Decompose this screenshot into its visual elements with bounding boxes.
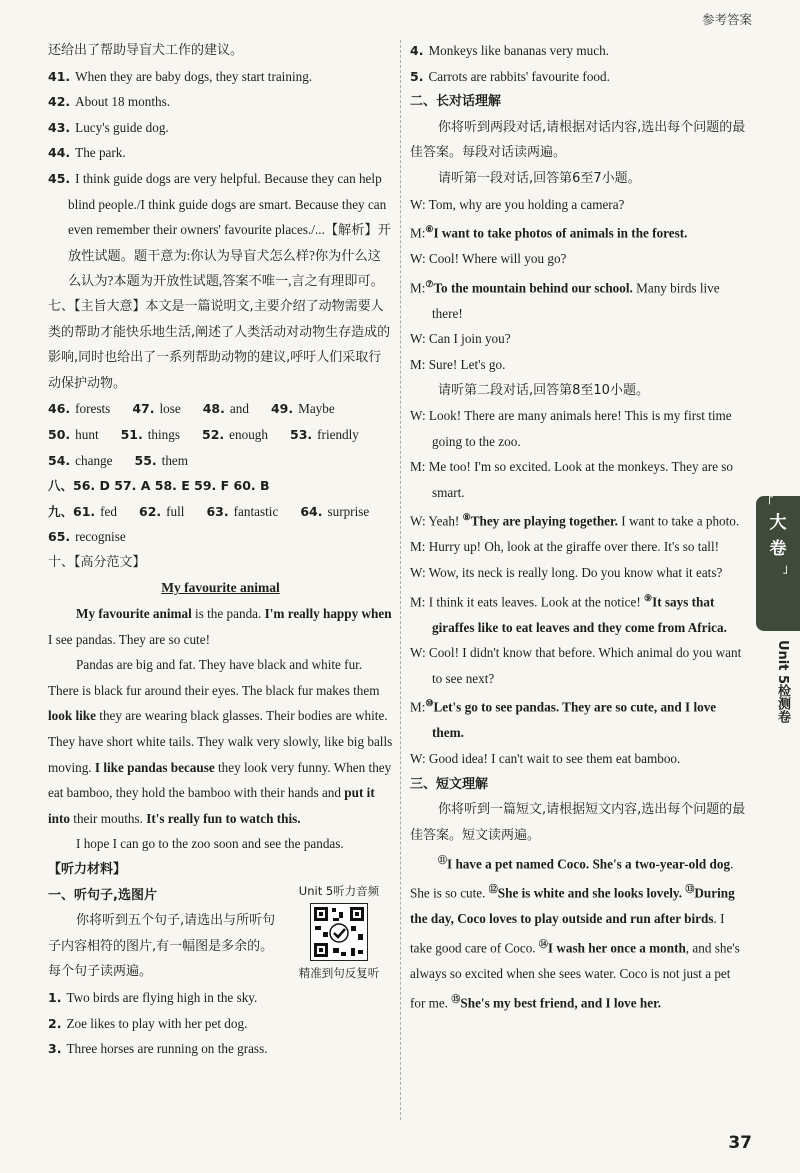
side-tab-char-1: 大 bbox=[769, 513, 787, 533]
answer-text: change bbox=[75, 452, 113, 468]
answer-number: 54. bbox=[48, 452, 71, 468]
answer-item bbox=[121, 427, 180, 442]
answer-45: 45. I think guide dogs are very helpful. Because they can help blind people./I think guide dogs are smart. Because they can even remember their owners' favourite places./...【解析】开放性试题。题干意为:你认为导盲犬怎么样?你为什么这么认为?本题为开放性试题,答案不唯一,言之有理即可。 bbox=[48, 170, 391, 289]
essay-paragraph-1 bbox=[48, 601, 393, 652]
answer-item bbox=[135, 453, 189, 468]
text-run: ⑦ bbox=[425, 278, 434, 289]
answer-text: things bbox=[147, 426, 181, 442]
text-run: put it into bbox=[48, 785, 375, 826]
text-run: Sure! Let's go. bbox=[425, 356, 506, 372]
text-run: is the panda. bbox=[191, 606, 265, 622]
sentence-number: 4. bbox=[410, 43, 424, 58]
text-run: During the day, Coco loves to play outside and run after birds bbox=[410, 885, 735, 927]
answer-65: 65. recognise bbox=[48, 529, 126, 545]
answer-item bbox=[271, 401, 335, 416]
dialogue-line bbox=[410, 746, 748, 772]
speaker: W: bbox=[410, 645, 426, 661]
text-run: , and she's always so excited when she sees water. Coco is not just a pet for me. bbox=[410, 940, 740, 1010]
text-run: Many birds live there! bbox=[432, 280, 720, 321]
sentence-number: 2. bbox=[48, 1015, 62, 1031]
essay-paragraph-3: I hope I can go to the zoo soon and see the pandas. bbox=[76, 836, 344, 852]
speaker: W: bbox=[410, 196, 426, 212]
answer-text: lose bbox=[159, 401, 181, 417]
answers-61-64 bbox=[48, 499, 393, 525]
sentence-text: Two birds are flying high in the sky. bbox=[66, 989, 258, 1005]
answer-text: surprise bbox=[327, 503, 370, 519]
answer-text: and bbox=[229, 401, 249, 417]
dialogue-line bbox=[410, 560, 748, 586]
text-run: I see pandas. They are so cute! bbox=[48, 631, 210, 647]
column-divider bbox=[400, 40, 401, 1120]
sentence-list-right bbox=[410, 38, 748, 89]
answer-text: friendly bbox=[317, 426, 359, 442]
text-run: Good idea! I can't wait to see them eat bamboo. bbox=[425, 750, 681, 766]
side-tab-char-2: 卷 bbox=[769, 539, 787, 559]
answer-item bbox=[48, 504, 117, 519]
sentence-text: Carrots are rabbits' favourite food. bbox=[428, 68, 610, 84]
text-run: I want to take a photo. bbox=[617, 513, 740, 529]
qr-code-icon[interactable] bbox=[310, 903, 368, 961]
answer-item bbox=[206, 504, 278, 519]
text-run: ⑨ bbox=[644, 592, 653, 603]
text-run: they look very funny. When they eat bamboo, they hold the bamboo with their hands and bbox=[48, 759, 392, 801]
text-run: Cool! I didn't know that before. Which animal do you want to see next? bbox=[425, 645, 742, 686]
text-run: They are playing together. bbox=[470, 513, 618, 529]
sentence-item bbox=[48, 1036, 393, 1062]
answer-item bbox=[48, 401, 110, 416]
speaker: W: bbox=[410, 750, 426, 766]
answer-item bbox=[139, 504, 184, 519]
page-header: 参考答案 bbox=[701, 12, 752, 27]
dialogue-line bbox=[410, 534, 748, 560]
sentence-text: Monkeys like bananas very much. bbox=[428, 43, 610, 58]
answer-text: them bbox=[161, 452, 189, 468]
text-run: She is white and she looks lovely. bbox=[497, 885, 683, 901]
unit-label: Unit 5检测卷 bbox=[775, 640, 790, 724]
dialogue-line bbox=[410, 217, 748, 246]
dialogue-line bbox=[410, 326, 748, 352]
answer-40-tail: 还给出了帮助导盲犬工作的建议。 bbox=[48, 43, 244, 58]
text-run: I like pandas because bbox=[94, 759, 215, 775]
sentence-item bbox=[410, 38, 748, 64]
speaker: W: bbox=[410, 331, 426, 347]
answer-41: 41. When they are baby dogs, they start training. bbox=[48, 68, 313, 84]
speaker: M: bbox=[410, 594, 426, 610]
text-run: they are wearing black glasses. Their bodies are white. They have short white tails. They walk very slowly, like big balls moving. bbox=[48, 708, 393, 775]
text-run: Look! There are many animals here! This is my first time going to the zoo. bbox=[425, 408, 732, 449]
part-3-instructions: 你将听到一篇短文,请根据短文内容,选出每个问题的最佳答案。短文读两遍。 bbox=[410, 802, 746, 843]
answer-text: Maybe bbox=[298, 401, 335, 417]
dialogue-1-instructions: 请听第一段对话,回答第6至7小题。 bbox=[438, 170, 641, 186]
answer-44: 44. The park. bbox=[48, 145, 126, 161]
dialogue-line bbox=[410, 246, 748, 272]
answer-number: 63. bbox=[206, 503, 229, 519]
qr-caption-top: Unit 5听力音频 bbox=[298, 884, 380, 898]
text-run: Pandas are big and fat. They have black and white fur. There is black fur around their eyes. The black fur makes them bbox=[48, 657, 380, 698]
sentence-number: 1. bbox=[48, 989, 62, 1005]
text-run: . I take good care of Coco. bbox=[410, 911, 725, 956]
answer-text: full bbox=[166, 503, 185, 519]
answer-text: fed bbox=[100, 503, 117, 519]
section-7-summary: 七、【主旨大意】本文是一篇说明文,主要介绍了动物需要人类的帮助才能快乐地生活,阐述了人类活动对动物生存造成的影响,同时也给出了一系列帮助动物的建议,呼吁人们采取行动保护动物。 bbox=[48, 298, 391, 391]
text-run: ⑮ bbox=[451, 993, 461, 1004]
answer-item bbox=[202, 427, 268, 442]
dialogue-line bbox=[410, 272, 748, 327]
section-10-title: 十、【高分范文】 bbox=[48, 554, 146, 570]
page-number: 37 bbox=[728, 1133, 752, 1153]
speaker: W: bbox=[410, 565, 426, 581]
speaker: W: bbox=[410, 251, 426, 267]
answer-item bbox=[203, 401, 249, 416]
text-run: Hurry up! Oh, look at the giraffe over there. It's so tall! bbox=[425, 539, 720, 555]
speaker: M: bbox=[410, 699, 426, 715]
dialogue-line bbox=[410, 505, 748, 534]
answer-number: 49. bbox=[270, 401, 294, 417]
answers-50-53 bbox=[48, 422, 393, 448]
text-run: I'm really happy when bbox=[264, 606, 392, 622]
sentence-text: Zoe likes to play with her pet dog. bbox=[66, 1015, 248, 1031]
sentence-list-left bbox=[48, 985, 393, 1062]
speaker: W: bbox=[410, 408, 426, 424]
dialogue-line bbox=[410, 192, 748, 218]
passage bbox=[410, 848, 748, 1015]
answer-text: fantastic bbox=[233, 503, 279, 519]
answer-number: 50. bbox=[48, 426, 71, 442]
speaker: M: bbox=[410, 539, 426, 555]
text-run: their mouths. bbox=[69, 810, 147, 826]
qr-caption-bottom: 精准到句反复听 bbox=[298, 966, 380, 980]
answer-item bbox=[48, 453, 113, 468]
sentence-item bbox=[410, 64, 748, 90]
part-2-title: 二、长对话理解 bbox=[410, 94, 502, 110]
text-run: ⑥ bbox=[425, 224, 434, 235]
dialogue-line bbox=[410, 586, 748, 641]
speaker: M: bbox=[410, 280, 426, 296]
speaker: M: bbox=[410, 459, 426, 475]
listening-title: 【听力材料】 bbox=[48, 862, 127, 877]
text-run: ⑬ bbox=[685, 884, 695, 895]
left-column bbox=[48, 38, 393, 1062]
answer-number: 九、61. bbox=[48, 503, 96, 519]
answers-46-49 bbox=[48, 396, 393, 422]
listening-section bbox=[48, 857, 393, 1062]
text-run: ⑩ bbox=[425, 698, 434, 709]
sentence-number: 3. bbox=[48, 1041, 62, 1057]
text-run: ⑧ bbox=[462, 512, 471, 523]
speaker: M: bbox=[410, 225, 426, 241]
text-run: ⑫ bbox=[488, 884, 498, 895]
dialogue-2 bbox=[410, 403, 748, 771]
text-run: Yeah! bbox=[425, 513, 463, 529]
text-run: To the mountain behind our school. bbox=[433, 280, 633, 296]
answer-42: 42. About 18 months. bbox=[48, 94, 171, 110]
text-run: Me too! I'm so excited. Look at the monkeys. They are so smart. bbox=[425, 459, 733, 500]
text-run: ⑭ bbox=[538, 938, 548, 949]
right-column bbox=[410, 38, 748, 1015]
text-run: My favourite animal bbox=[76, 606, 192, 622]
dialogue-2-instructions: 请听第二段对话,回答第8至10小题。 bbox=[438, 382, 649, 398]
answer-number: 53. bbox=[290, 426, 313, 442]
text-run: Can I join you? bbox=[425, 331, 511, 347]
text-run: ⑪ bbox=[438, 855, 448, 866]
answers-54-55 bbox=[48, 448, 393, 474]
answer-number: 47. bbox=[132, 401, 155, 417]
text-run: I want to take photos of animals in the forest. bbox=[433, 225, 688, 241]
answer-item bbox=[300, 504, 369, 519]
dialogue-line bbox=[410, 403, 748, 454]
section-8-answers: 八、56. D 57. A 58. E 59. F 60. B bbox=[48, 478, 270, 494]
text-run: look like bbox=[48, 708, 96, 724]
answer-43: 43. Lucy's guide dog. bbox=[48, 119, 169, 135]
dialogue-line bbox=[410, 640, 748, 691]
answer-number: 52. bbox=[202, 426, 225, 442]
sentence-item bbox=[48, 985, 393, 1011]
dialogue-line bbox=[410, 454, 748, 505]
speaker: W: bbox=[410, 513, 426, 529]
answer-number: 55. bbox=[134, 452, 157, 468]
dialogue-1 bbox=[410, 192, 748, 378]
sentence-text: Three horses are running on the grass. bbox=[66, 1041, 268, 1057]
sentence-number: 5. bbox=[410, 68, 424, 84]
answer-text: enough bbox=[229, 426, 268, 442]
answer-text: forests bbox=[75, 401, 111, 417]
part-2-instructions: 你将听到两段对话,请根据对话内容,选出每个问题的最佳答案。每段对话读两遍。 bbox=[410, 119, 746, 161]
text-run: It says that giraffes like to eat leaves and they come from Africa. bbox=[432, 594, 727, 635]
answer-number: 62. bbox=[139, 503, 162, 519]
part-3-title: 三、短文理解 bbox=[410, 776, 489, 792]
essay-paragraph-2 bbox=[48, 652, 393, 831]
answer-number: 48. bbox=[202, 401, 225, 417]
text-run: I wash her once a month bbox=[547, 940, 686, 956]
text-run: It's really fun to watch this. bbox=[146, 810, 301, 826]
side-tab: 「 大 卷 」 bbox=[756, 496, 800, 631]
text-run: I think it eats leaves. Look at the notice! bbox=[425, 594, 645, 610]
essay-title: My favourite animal bbox=[161, 580, 280, 596]
dialogue-line bbox=[410, 691, 748, 746]
answer-item bbox=[290, 427, 359, 442]
text-run: She's my best friend, and I love her. bbox=[460, 994, 662, 1010]
answer-text: hunt bbox=[75, 426, 99, 442]
text-run: Tom, why are you holding a camera? bbox=[425, 196, 625, 212]
dialogue-line bbox=[410, 352, 748, 378]
answer-number: 46. bbox=[48, 401, 71, 417]
part-1-instructions: 你将听到五个句子,请选出与所听句子内容相符的图片,有一幅图是多余的。每个句子读两遍。 bbox=[48, 913, 276, 980]
text-run: Cool! Where will you go? bbox=[425, 251, 567, 267]
part-1-title: 一、听句子,选图片 bbox=[48, 887, 157, 903]
text-run: . She is so cute. bbox=[410, 856, 734, 901]
sentence-item bbox=[48, 1011, 393, 1037]
answer-item bbox=[132, 401, 180, 416]
answer-item bbox=[48, 427, 99, 442]
speaker: M: bbox=[410, 356, 426, 372]
text-run: Let's go to see pandas. They are so cute, and I love them. bbox=[432, 699, 717, 741]
text-run: Wow, its neck is really long. Do you know what it eats? bbox=[425, 565, 723, 581]
qr-block bbox=[289, 883, 389, 981]
answer-number: 51. bbox=[120, 426, 143, 442]
answer-number: 64. bbox=[300, 503, 323, 519]
text-run: I have a pet named Coco. She's a two-year-old dog bbox=[447, 856, 731, 872]
